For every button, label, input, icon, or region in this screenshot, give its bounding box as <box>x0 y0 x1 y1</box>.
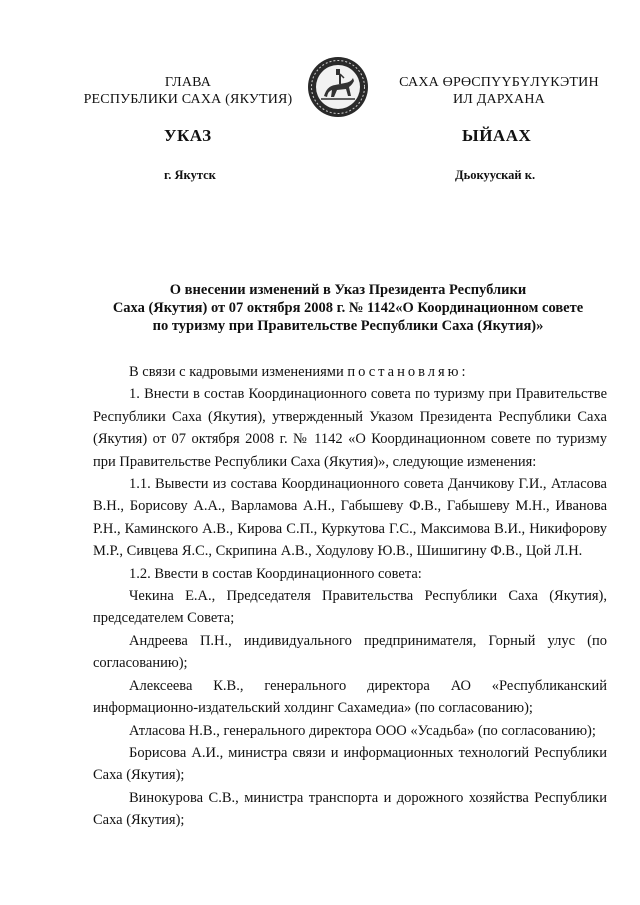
issuer-line-2: РЕСПУБЛИКИ САХА (ЯКУТИЯ) <box>83 92 293 107</box>
clause-1-2: 1.2. Ввести в состав Координационного совета: <box>129 565 422 582</box>
doc-type-russian: УКАЗ <box>164 126 212 145</box>
member-entry: Алексеева К.В., генерального директора АО «Республиканский информационно-издательский холдинг Сахамедиа» (по согласованию); <box>93 677 607 717</box>
issuer-line-1-sakha: САХА ӨРӨСПҮҮБҮЛҮКЭТИН <box>399 75 599 90</box>
title-line-2: Саха (Якутия) от 07 октября 2008 г. № 1142«О Координационном совете <box>112 300 584 316</box>
decree-body <box>93 361 607 832</box>
issuer-line-1: ГЛАВА <box>164 75 212 90</box>
city-russian: г. Якутск <box>164 168 216 182</box>
title-line-1: О внесении изменений в Указ Президента Республики <box>169 282 527 298</box>
issuer-block-russian <box>70 74 306 108</box>
member-entry: Чекина Е.А., Председателя Правительства Республики Саха (Якутия), председателем Совета; <box>93 588 607 627</box>
clause-1-1: 1.1. Вывести из состава Координационного совета Данчикову Г.И., Атласова В.Н., Борисову А.А., Варламова А.Н., Габышеву Ф.В., Габышеву М.Н., Иванова Р.Н., Каминского А.В., Кирова С.П., Куркутова Г.С., Максимова В.И., Никифорову М.Р., Сивцева Я.С., Скрипина А.В., Ходулову Ю.В., Шишигину Ф.В., Цой Л.Н. <box>93 476 607 560</box>
coat-of-arms-icon <box>307 56 369 118</box>
issuer-line-2-sakha: ИЛ ДАРХАНА <box>452 92 545 107</box>
title-line-3: по туризму при Правительстве Республики Саха (Якутия)» <box>152 318 544 334</box>
member-entry: Винокурова С.В., министра транспорта и дорожного хозяйства Республики Саха (Якутия); <box>93 789 607 829</box>
member-entry: Борисова А.И., министра связи и информационных технологий Республики Саха (Якутия); <box>93 744 607 784</box>
city-sakha: Дьокуускай к. <box>455 168 536 182</box>
member-entry: Атласова Н.В., генерального директора ООО «Усадьба» (по согласованию); <box>129 722 596 739</box>
issuer-block-sakha <box>394 74 604 108</box>
intro-paragraph <box>93 361 607 383</box>
decree-title <box>88 281 608 335</box>
member-entry: Андреева П.Н., индивидуального предпринимателя, Горный улус (по согласованию); <box>93 632 607 672</box>
clause-1: 1. Внести в состав Координационного совета по туризму при Правительстве Республики Саха (Якутия), утвержденный Указом Президента Республики Саха (Якутия) от 07 октября 2008 г. № 1142 «О Координационном совете по туризму при Правительстве Республики Саха (Якутия)», следующие изменения: <box>93 386 607 470</box>
intro-decree-word: постановляю: <box>347 364 469 380</box>
doc-type-sakha: ЫЙААХ <box>462 126 532 145</box>
intro-text: В связи с кадровыми изменениями <box>129 364 344 380</box>
